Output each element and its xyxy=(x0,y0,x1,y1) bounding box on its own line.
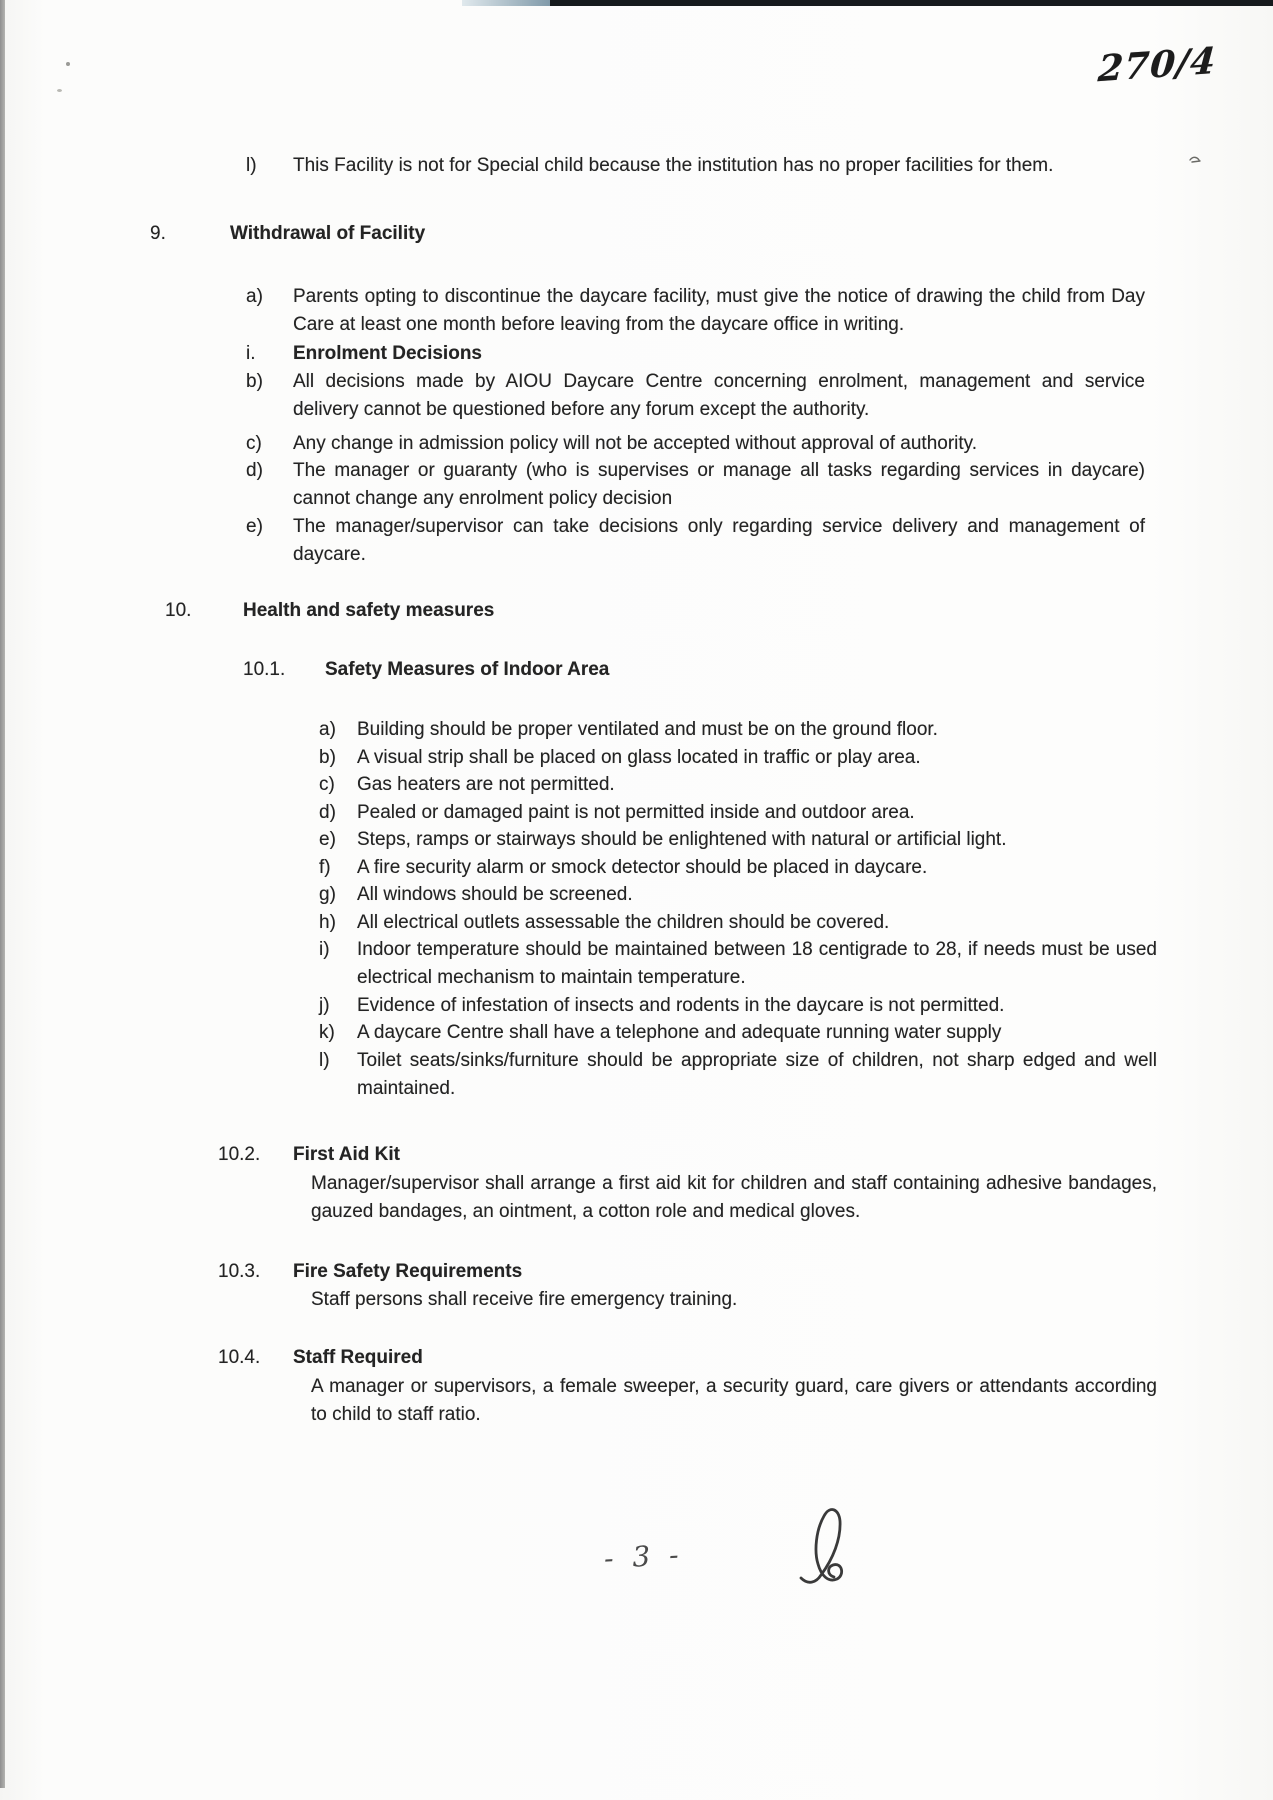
list-item-label: b) xyxy=(246,371,263,392)
list-item-label: e) xyxy=(319,829,336,850)
list-item-text: Evidence of infestation of insects and rodents in the daycare is not permitted. xyxy=(357,995,1005,1016)
subsection-10-3-title: Fire Safety Requirements xyxy=(293,1261,523,1282)
list-item-text: Building should be proper ventilated and must be on the ground floor. xyxy=(357,719,938,740)
safety-item-h xyxy=(319,909,1157,937)
safety-item-j xyxy=(319,992,1157,1020)
section-9-title: Withdrawal of Facility xyxy=(230,223,426,244)
section-9-number: 9. xyxy=(150,223,166,244)
subsection-10-2-title: First Aid Kit xyxy=(293,1144,400,1165)
list-item-text: Gas heaters are not permitted. xyxy=(357,774,615,795)
list-item-text: A fire security alarm or smock detector should be placed in daycare. xyxy=(357,857,928,878)
list-item-l-intro xyxy=(246,152,1145,180)
subsection-10-4-title: Staff Required xyxy=(293,1347,423,1368)
list-item-label: c) xyxy=(319,774,335,795)
section-9-item-d xyxy=(246,457,1145,512)
list-item-label: l) xyxy=(319,1050,330,1071)
scan-speck-artifact xyxy=(66,62,70,66)
subsection-10-1-number: 10.1. xyxy=(243,659,286,680)
list-item-label: d) xyxy=(319,802,336,823)
signature-mark xyxy=(795,1502,857,1594)
list-item-text: A daycare Centre shall have a telephone and adequate running water supply xyxy=(357,1022,1002,1043)
list-item-label: c) xyxy=(246,433,262,454)
list-item-text: All decisions made by AIOU Daycare Centre concerning enrolment, management and service delivery cannot be questioned before any forum except the authority. xyxy=(293,371,1145,420)
list-item-heading: Enrolment Decisions xyxy=(293,343,482,364)
handwritten-folio-note: 270/4 xyxy=(1096,39,1218,91)
safety-item-b xyxy=(319,744,1157,772)
list-item-label: i) xyxy=(319,939,330,960)
list-item-text: Indoor temperature should be maintained between 18 centigrade to 28, if needs must be used electrical mechanism to maintain temperature. xyxy=(357,939,1157,988)
subsection-10-3-number: 10.3. xyxy=(218,1261,261,1282)
list-item-label: j) xyxy=(319,995,330,1016)
subsection-10-2-number: 10.2. xyxy=(218,1144,261,1165)
safety-item-k xyxy=(319,1019,1157,1047)
safety-item-d xyxy=(319,799,1157,827)
subsection-10-2-body: Manager/supervisor shall arrange a first aid kit for children and staff containing adhesive bandages, gauzed bandages, an ointment, a cotton role and medical gloves. xyxy=(311,1173,1157,1222)
safety-item-e xyxy=(319,826,1157,854)
list-item-label: l) xyxy=(246,155,257,176)
list-item-text: Steps, ramps or stairways should be enlightened with natural or artificial light. xyxy=(357,829,1007,850)
list-item-text: Parents opting to discontinue the daycare facility, must give the notice of drawing the child from Day Care at least one month before leaving from the daycare office in writing. xyxy=(293,286,1145,335)
list-item-text: Any change in admission policy will not be accepted without approval of authority. xyxy=(293,433,978,454)
section-10-title: Health and safety measures xyxy=(243,600,495,621)
list-item-label: a) xyxy=(246,286,263,307)
safety-item-c xyxy=(319,771,1157,799)
list-item-text: All windows should be screened. xyxy=(357,884,633,905)
subsection-10-4-number: 10.4. xyxy=(218,1347,261,1368)
subsection-10-4-body: A manager or supervisors, a female sweeper, a security guard, care givers or attendants according to child to staff ratio. xyxy=(311,1376,1157,1425)
list-item-label: e) xyxy=(246,516,263,537)
stray-pen-mark xyxy=(1188,153,1204,165)
list-item-label: g) xyxy=(319,884,336,905)
section-9-item-b xyxy=(246,368,1145,423)
safety-item-l xyxy=(319,1047,1157,1102)
list-item-text: Pealed or damaged paint is not permitted inside and outdoor area. xyxy=(357,802,915,823)
section-9-item-i xyxy=(246,340,1145,368)
list-item-text: A visual strip shall be placed on glass located in traffic or play area. xyxy=(357,747,921,768)
subsection-10-1-title: Safety Measures of Indoor Area xyxy=(325,659,610,680)
scan-top-bar-lead-artifact xyxy=(462,0,552,6)
safety-item-g xyxy=(319,881,1157,909)
section-9-item-a xyxy=(246,283,1145,338)
safety-item-f xyxy=(319,854,1157,882)
list-item-label: b) xyxy=(319,747,336,768)
handwritten-page-number: - 3 - xyxy=(603,1537,685,1576)
list-item-label: h) xyxy=(319,912,336,933)
list-item-text: Toilet seats/sinks/furniture should be appropriate size of children, not sharp edged and well maintained. xyxy=(357,1050,1157,1099)
list-item-label: d) xyxy=(246,460,263,481)
list-item-label: f) xyxy=(319,857,331,878)
list-item-text: The manager or guaranty (who is supervises or manage all tasks regarding services in daycare) cannot change any enrolment policy decision xyxy=(293,460,1145,509)
list-item-label: k) xyxy=(319,1022,335,1043)
section-10-number: 10. xyxy=(165,600,192,621)
scan-left-edge-artifact xyxy=(0,0,5,1788)
list-item-text: This Facility is not for Special child because the institution has no proper facilities for them. xyxy=(293,155,1054,176)
section-9-item-c xyxy=(246,430,1145,458)
section-9-item-e xyxy=(246,513,1145,568)
scan-speck-artifact xyxy=(57,89,62,92)
safety-item-i xyxy=(319,936,1157,991)
list-item-text: The manager/supervisor can take decisions only regarding service delivery and management of daycare. xyxy=(293,516,1145,565)
safety-item-a xyxy=(319,716,1157,744)
list-item-label: a) xyxy=(319,719,336,740)
list-item-label: i. xyxy=(246,343,256,364)
scan-top-bar-artifact xyxy=(550,0,1273,6)
subsection-10-3-body: Staff persons shall receive fire emergency training. xyxy=(311,1289,738,1310)
list-item-text: All electrical outlets assessable the children should be covered. xyxy=(357,912,890,933)
